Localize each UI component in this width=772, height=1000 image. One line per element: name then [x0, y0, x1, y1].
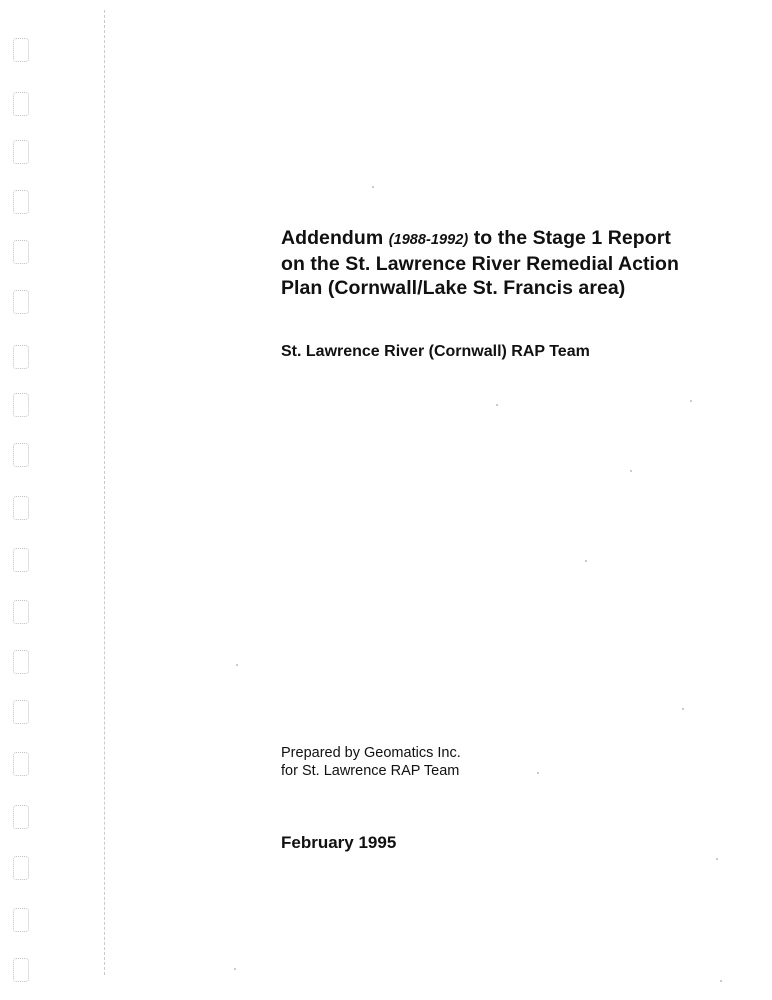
binding-hole-strip: [0, 0, 40, 1000]
author-team: St. Lawrence River (Cornwall) RAP Team: [281, 343, 590, 360]
binding-hole: [13, 38, 29, 62]
binding-hole: [13, 856, 29, 880]
binding-hole: [13, 908, 29, 932]
binding-hole: [13, 700, 29, 724]
prepared-by-line-1: Prepared by Geomatics Inc.: [281, 745, 461, 761]
publication-date: February 1995: [281, 833, 397, 852]
binding-hole: [13, 290, 29, 314]
binding-hole: [13, 600, 29, 624]
scan-speck: [585, 560, 587, 562]
scan-speck: [236, 664, 238, 666]
binding-hole: [13, 752, 29, 776]
binding-hole: [13, 190, 29, 214]
binding-hole: [13, 496, 29, 520]
title-years: (1988-1992): [388, 232, 469, 248]
scan-speck: [690, 400, 692, 402]
title-line-3: Plan (Cornwall/Lake St. Francis area): [281, 277, 626, 299]
scan-speck: [496, 404, 498, 406]
document-title: [281, 226, 721, 300]
binding-hole: [13, 805, 29, 829]
scan-speck: [630, 470, 632, 472]
binding-hole: [13, 650, 29, 674]
binding-hole: [13, 345, 29, 369]
binding-hole: [13, 443, 29, 467]
scan-speck: [372, 186, 374, 188]
scan-speck: [537, 772, 539, 774]
prepared-by-block: [281, 744, 461, 780]
binding-hole: [13, 548, 29, 572]
binding-hole: [13, 393, 29, 417]
scan-speck: [716, 858, 718, 860]
binding-hole: [13, 92, 29, 116]
prepared-by-line-2: for St. Lawrence RAP Team: [281, 763, 460, 779]
scan-speck: [682, 708, 684, 710]
binding-hole: [13, 240, 29, 264]
scan-speck: [720, 980, 722, 982]
binding-hole: [13, 958, 29, 982]
title-prefix: Addendum: [281, 227, 389, 249]
title-suffix: to the Stage 1 Report: [468, 227, 671, 249]
scan-speck: [234, 968, 236, 970]
title-line-2: on the St. Lawrence River Remedial Action: [281, 253, 679, 275]
page-margin-line: [104, 10, 105, 975]
binding-hole: [13, 140, 29, 164]
